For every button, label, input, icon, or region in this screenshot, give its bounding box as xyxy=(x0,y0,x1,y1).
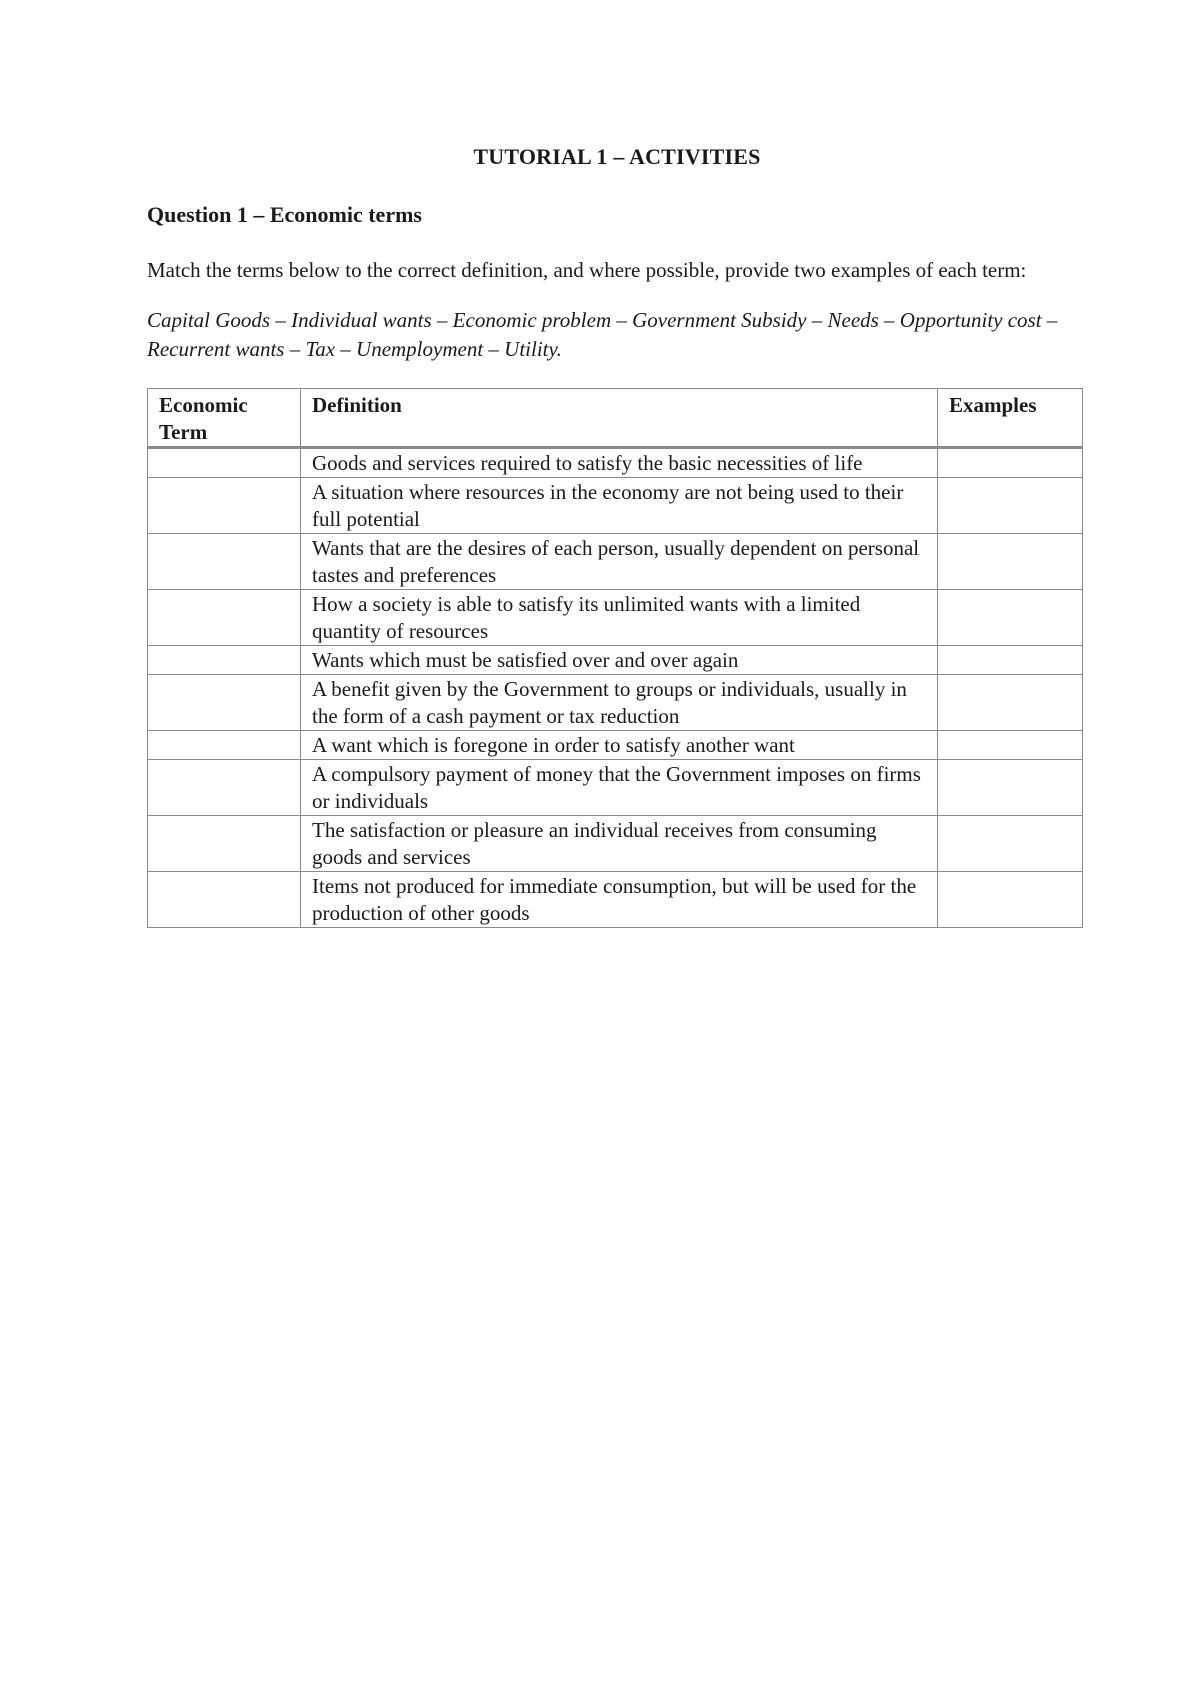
economic-term-cell[interactable] xyxy=(148,534,301,590)
examples-cell[interactable] xyxy=(938,816,1083,872)
table-row xyxy=(148,760,1083,816)
examples-cell[interactable] xyxy=(938,590,1083,646)
table-row xyxy=(148,646,1083,675)
question-heading: Question 1 – Economic terms xyxy=(147,202,422,227)
table-body xyxy=(148,448,1083,928)
header-definition: Definition xyxy=(301,389,938,448)
examples-cell[interactable] xyxy=(938,731,1083,760)
examples-cell[interactable] xyxy=(938,646,1083,675)
economic-term-cell[interactable] xyxy=(148,760,301,816)
table-row xyxy=(148,816,1083,872)
header-economic-term: Economic Term xyxy=(148,389,301,448)
definition-cell: The satisfaction or pleasure an individual receives from consuming goods and services xyxy=(301,816,938,872)
terms-table xyxy=(147,388,1083,928)
table-row xyxy=(148,675,1083,731)
economic-term-cell[interactable] xyxy=(148,590,301,646)
table-row xyxy=(148,448,1083,478)
examples-cell[interactable] xyxy=(938,760,1083,816)
economic-term-cell[interactable] xyxy=(148,646,301,675)
definition-cell: A situation where resources in the economy are not being used to their full potential xyxy=(301,478,938,534)
table-row xyxy=(148,478,1083,534)
definition-cell: How a society is able to satisfy its unlimited wants with a limited quantity of resources xyxy=(301,590,938,646)
table-header-row xyxy=(148,389,1083,448)
economic-term-cell[interactable] xyxy=(148,478,301,534)
header-examples: Examples xyxy=(938,389,1083,448)
economic-term-cell[interactable] xyxy=(148,675,301,731)
economic-term-cell[interactable] xyxy=(148,448,301,478)
table-row xyxy=(148,731,1083,760)
definition-cell: Goods and services required to satisfy the basic necessities of life xyxy=(301,448,938,478)
examples-cell[interactable] xyxy=(938,478,1083,534)
table-row xyxy=(148,534,1083,590)
table-row xyxy=(148,590,1083,646)
table-row xyxy=(148,872,1083,928)
economic-term-cell[interactable] xyxy=(148,872,301,928)
terms-list: Capital Goods – Individual wants – Economic problem – Government Subsidy – Needs – Opportunity cost – Recurrent wants – Tax – Unemployment – Utility. xyxy=(147,308,1058,361)
definition-cell: A want which is foregone in order to satisfy another want xyxy=(301,731,938,760)
examples-cell[interactable] xyxy=(938,872,1083,928)
definition-cell: A benefit given by the Government to groups or individuals, usually in the form of a cash payment or tax reduction xyxy=(301,675,938,731)
economic-term-cell[interactable] xyxy=(148,816,301,872)
examples-cell[interactable] xyxy=(938,675,1083,731)
definition-cell: Wants which must be satisfied over and over again xyxy=(301,646,938,675)
economic-term-cell[interactable] xyxy=(148,731,301,760)
definition-cell: A compulsory payment of money that the Government imposes on firms or individuals xyxy=(301,760,938,816)
definition-cell: Wants that are the desires of each person, usually dependent on personal tastes and preferences xyxy=(301,534,938,590)
document-title: TUTORIAL 1 – ACTIVITIES xyxy=(473,144,761,169)
examples-cell[interactable] xyxy=(938,448,1083,478)
document-page xyxy=(147,140,1087,928)
definition-cell: Items not produced for immediate consumption, but will be used for the production of other goods xyxy=(301,872,938,928)
instructions-text: Match the terms below to the correct definition, and where possible, provide two examples of each term: xyxy=(147,258,1027,282)
examples-cell[interactable] xyxy=(938,534,1083,590)
